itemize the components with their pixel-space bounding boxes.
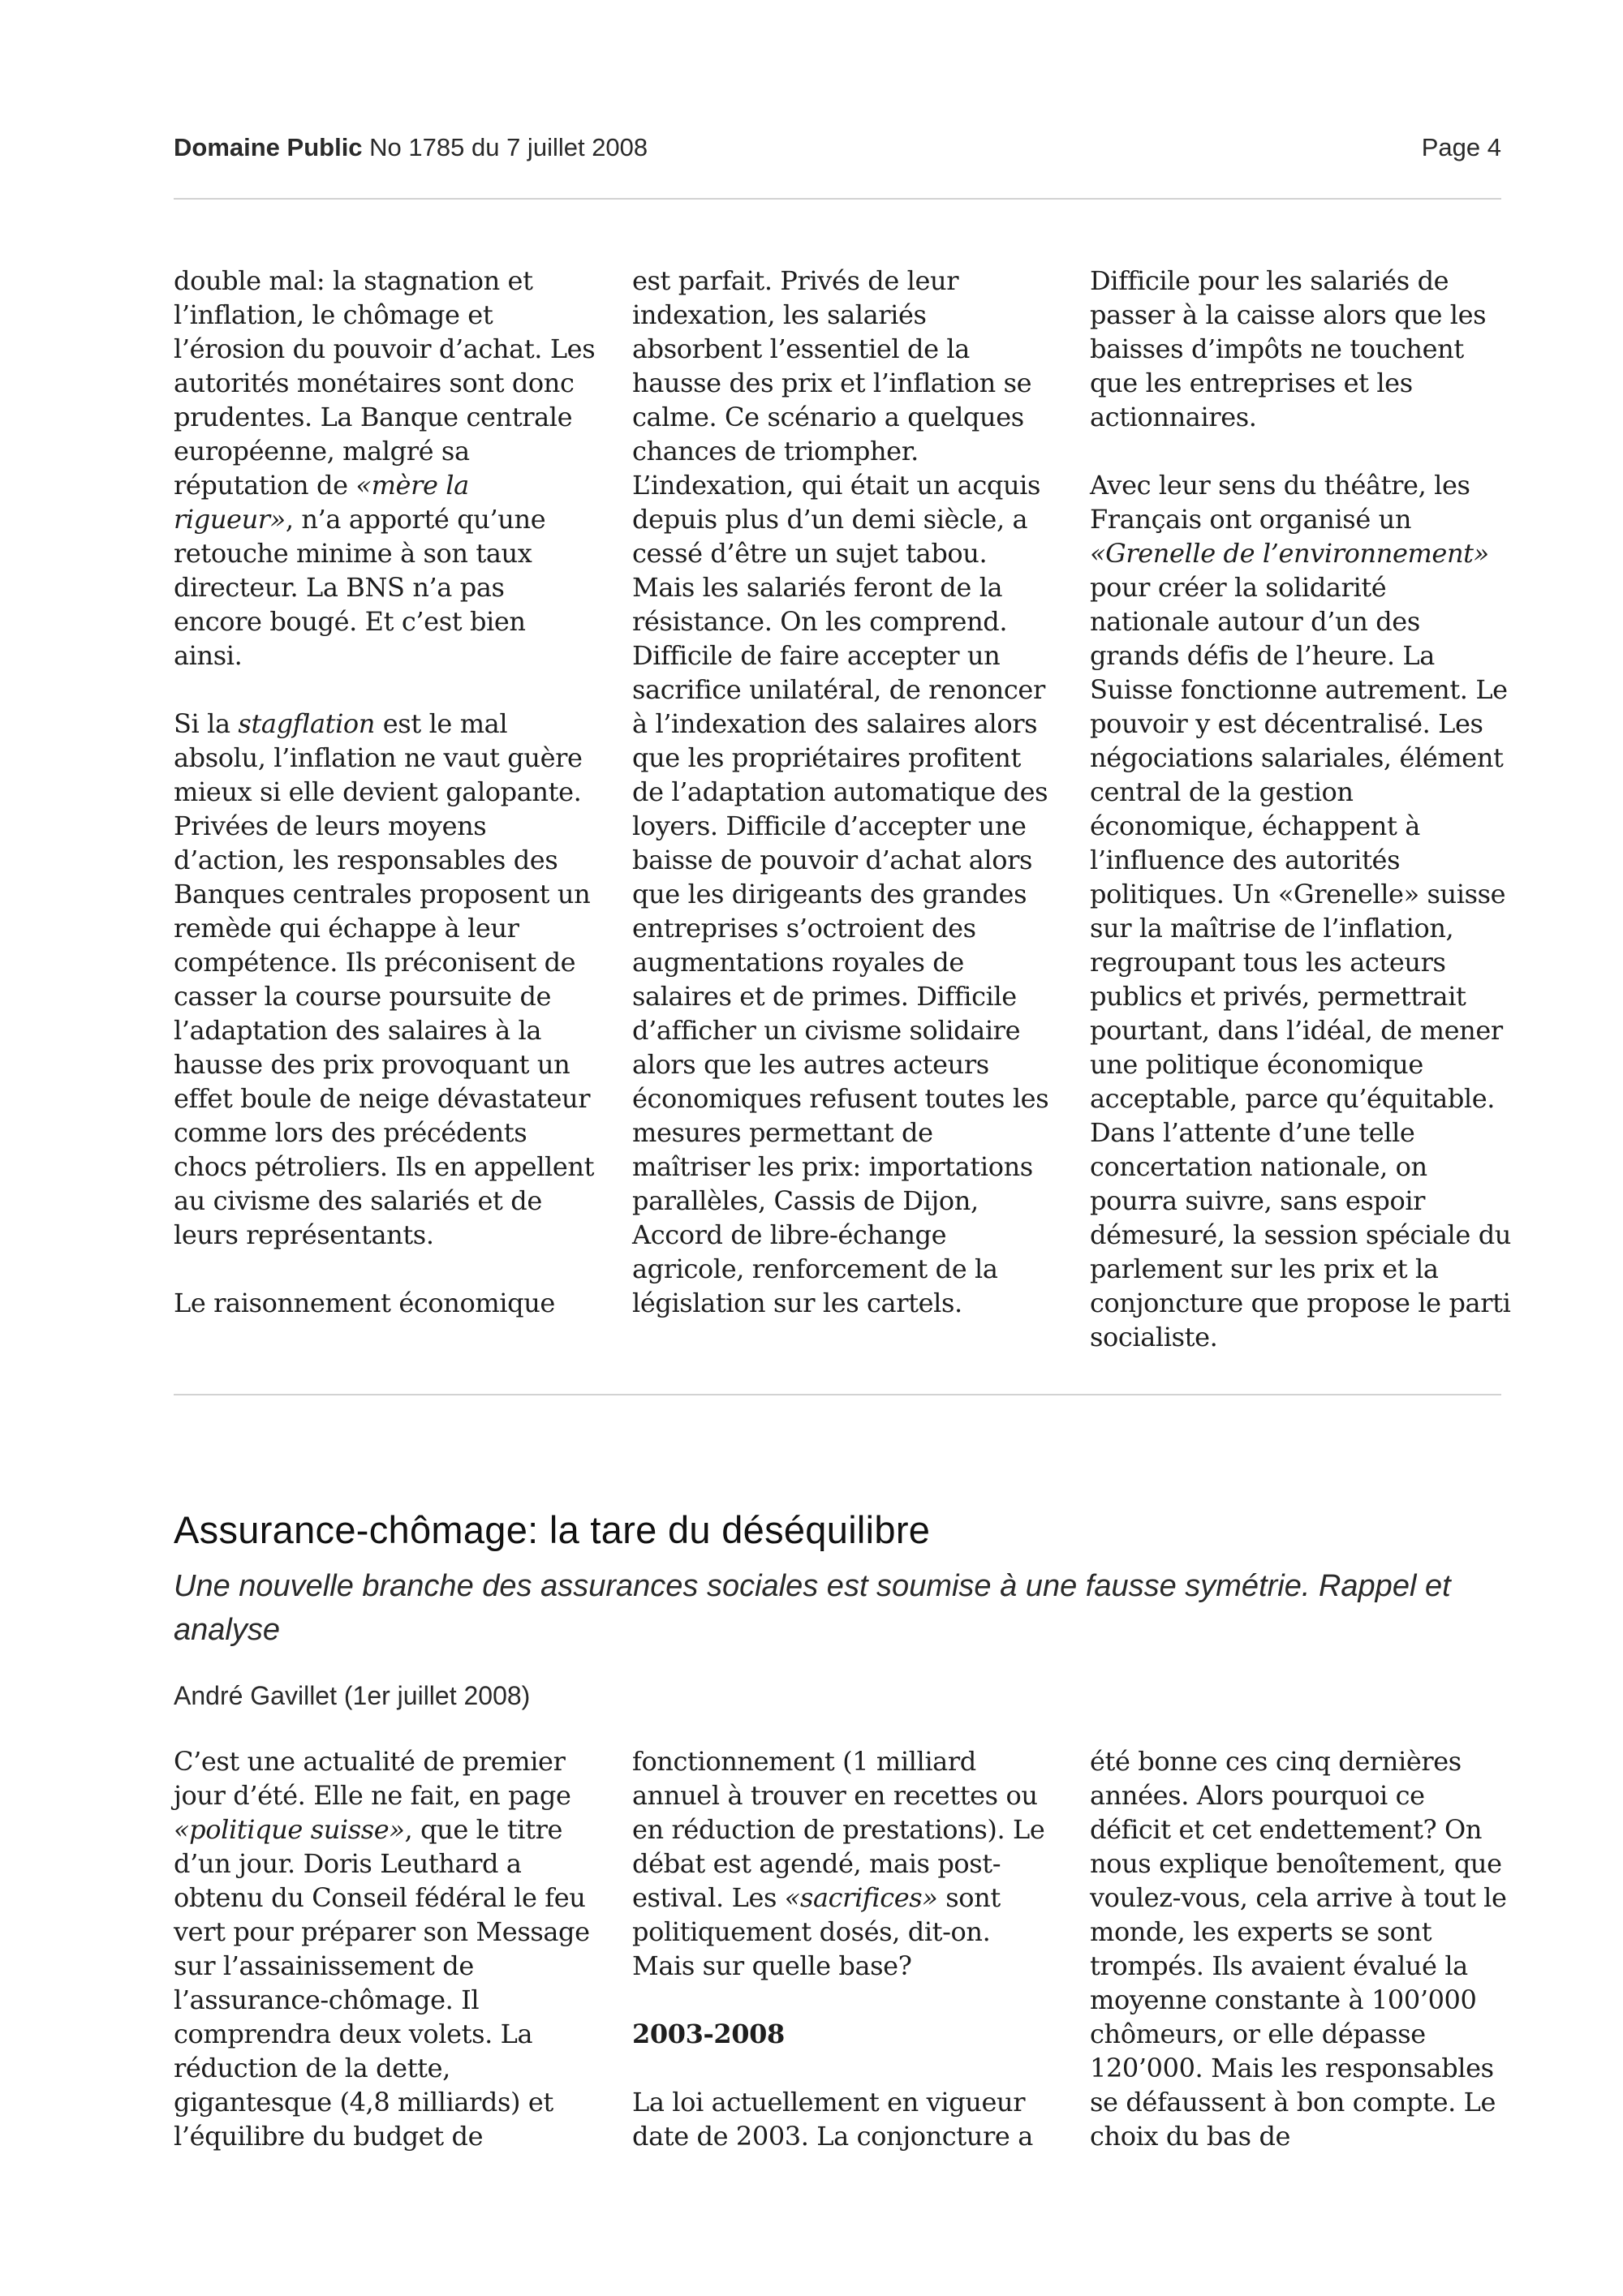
continuation-column-3: [1090, 264, 1512, 1354]
paragraph: double mal: la stagnation et l’inflation, le chômage et l’érosion du pouvoir d’achat. Les autorités monétaires sont donc prudentes. La Banque centrale européenne, malgré sa réputation de «mère la rigueur», n’a apporté qu’une retouche minime à son taux directeur. La BNS n’a pas encore bougé. Et c’est bien ainsi.: [174, 265, 596, 671]
page-number: Page 4: [1421, 133, 1501, 161]
paragraph: Difficile pour les salariés de passer à la caisse alors que les baisses d’impôts ne touchent que les entreprises et les actionnaires.: [1090, 265, 1487, 432]
paragraph: est parfait. Privés de leur indexation, les salariés absorbent l’essentiel de la hausse des prix et l’inflation se calme. Ce scénario a quelques chances de triompher. L’indexation, qui était un acquis depuis plus d’un demi siècle, a cessé d’être un sujet tabou. Mais les salariés feront de la résistance. On les comprend. Difficile de faire accepter un sacrifice unilatéral, de renoncer à l’indexation des salaires alors que les propriétaires profitent de l’adaptation automatique des loyers. Difficile d’accepter une baisse de pouvoir d’achat alors que les dirigeants des grandes entreprises s’octroient des augmentations royales de salaires et de primes. Difficile d’afficher un civisme solidaire alors que les autres acteurs économiques refusent toutes les mesures permettant de maîtriser les prix: importations parallèles, Cassis de Dijon, Accord de libre-échange agricole, renforcement de la législation sur les cartels.: [632, 265, 1049, 1318]
article-title: Assurance-chômage: la tare du déséquilibre: [174, 1508, 931, 1551]
paragraph: fonctionnement (1 milliard annuel à trouver en recettes ou en réduction de prestations). Le débat est agendé, mais post-estival. Les «sacrifices» sont politiquement dosés, dit-on. Mais sur quelle base?: [632, 1746, 1045, 1981]
paragraph: Le raisonnement économique: [174, 1288, 555, 1318]
publication-name: Domaine Public: [174, 133, 363, 161]
article-byline: André Gavillet (1er juillet 2008): [174, 1681, 531, 1710]
paragraph: Avec leur sens du théâtre, les Français ont organisé un «Grenelle de l’environnement» pour créer la solidarité nationale autour d’un des grands défis de l’heure. La Suisse fonctionne autrement. Le pouvoir y est décentralisé. Les négociations salariales, élément central de la gestion économique, échappent à l’influence des autorités politiques. Un «Grenelle» suisse sur la maîtrise de l’inflation, regroupant tous les acteurs publics et privés, permettrait pourtant, dans l’idéal, de mener une politique économique acceptable, parce qu’équitable. Dans l’attente d’une telle concertation nationale, on pourra suivre, sans espoir démesuré, la session spéciale du parlement sur les prix et la conjoncture que propose le parti socialiste.: [1090, 470, 1511, 1352]
page-header: [174, 133, 1501, 162]
issue-info: No 1785 du 7 juillet 2008: [369, 133, 648, 161]
continuation-column-1: [174, 264, 596, 1320]
article-column-2: [632, 1744, 1054, 2153]
subheading: 2003-2008: [632, 2019, 785, 2049]
paragraph: C’est une actualité de premier jour d’été. Elle ne fait, en page «politique suisse», que le titre d’un jour. Doris Leuthard a obtenu du Conseil fédéral le feu vert pour préparer son Message sur l’assainissement de l’assurance-chômage. Il comprendra deux volets. La réduction de la dette, gigantesque (4,8 milliards) et l’équilibre du budget de: [174, 1746, 590, 2152]
header-divider: [174, 198, 1501, 200]
continuation-column-2: [632, 264, 1054, 1320]
paragraph: La loi actuellement en vigueur date de 2003. La conjoncture a: [632, 2087, 1033, 2152]
article-lede: Une nouvelle branche des assurances sociales est soumise à une fausse symétrie. Rappel et analyse: [174, 1569, 1451, 1647]
article-column-1: [174, 1744, 596, 2153]
paragraph: été bonne ces cinq dernières années. Alors pourquoi ce déficit et cet endettement? On nous explique benoîtement, que voulez-vous, cela arrive à tout le monde, les experts se sont trompés. Ils avaient évalué la moyenne constante à 100’000 chômeurs, or elle dépasse 120’000. Mais les responsables se défaussent à bon compte. Le choix du bas de: [1090, 1746, 1507, 2152]
article-column-3: [1090, 1744, 1512, 2153]
section-divider: [174, 1394, 1501, 1395]
paragraph: Si la stagflation est le mal absolu, l’inflation ne vaut guère mieux si elle devient galopante. Privées de leurs moyens d’action, les responsables des Banques centrales proposent un remède qui échappe à leur compétence. Ils préconisent de casser la course poursuite de l’adaptation des salaires à la hausse des prix provoquant un effet boule de neige dévastateur comme lors des précédents chocs pétroliers. Ils en appellent au civisme des salariés et de leurs représentants.: [174, 708, 595, 1250]
